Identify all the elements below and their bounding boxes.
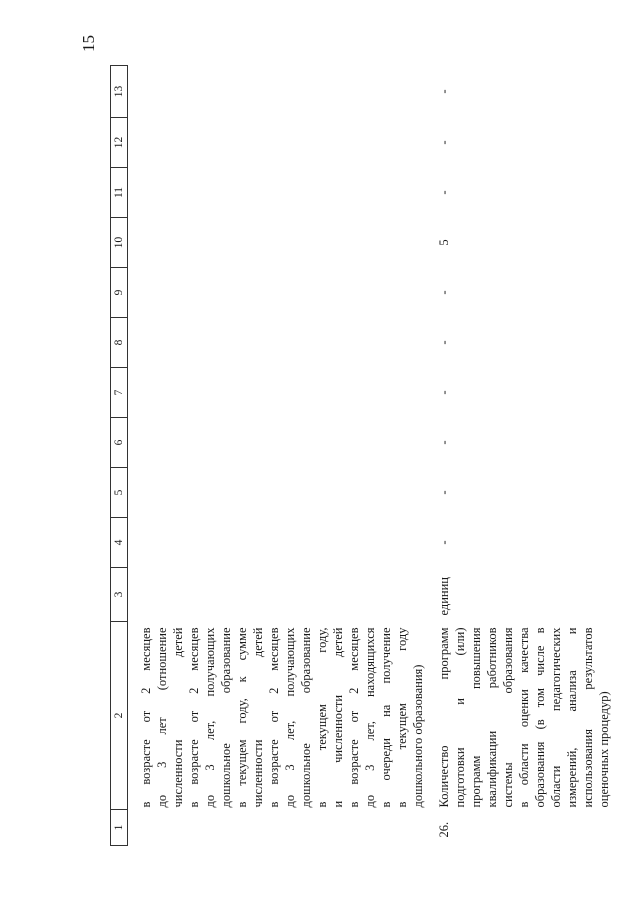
row-value: -: [437, 490, 451, 495]
header-cell: 6: [111, 418, 128, 468]
row-value: [138, 168, 426, 218]
row-value: [138, 268, 426, 318]
row-value: -: [437, 540, 451, 545]
header-cell: 11: [111, 168, 128, 218]
table-row: [138, 66, 426, 846]
header-cell: 1: [111, 810, 128, 846]
row-value: [138, 368, 426, 418]
row-value: [138, 418, 426, 468]
header-cell: 4: [111, 518, 128, 568]
header-cell: 8: [111, 318, 128, 368]
row-value: [138, 218, 426, 268]
indicator-table: [110, 65, 612, 846]
row-number: 26.: [437, 821, 451, 838]
header-cell: 13: [111, 66, 128, 118]
header-cell: 12: [111, 118, 128, 168]
row-description: Количество программ подготовки и (или) программ повышения квалификации работников системы образования в области оценки качества образования (в том числе в области педагогических измерений, анализа и использования результатов оценочных процедур): [437, 627, 611, 808]
rotated-table-container: [110, 66, 611, 846]
row-value: -: [437, 89, 451, 94]
row-unit: единиц: [437, 576, 451, 616]
row-unit: [138, 568, 426, 622]
row-value: -: [437, 290, 451, 295]
header-cell: 9: [111, 268, 128, 318]
row-description: в возрасте от 2 месяцев до 3 лет (отношение численности детей в возрасте от 2 месяцев до 3 лет, получающих дошкольное образование в текущем году, к сумме численности детей в возрасте от 2 месяцев до 3 лет, получающих дошкольное образование в текущем году, и численности детей в возрасте от 2 месяцев до 3 лет, находящихся в очереди на получение в текущем году дошкольного образования): [139, 627, 425, 808]
row-value: -: [437, 340, 451, 345]
row-value: [138, 318, 426, 368]
row-value: -: [437, 390, 451, 395]
header-cell: 2: [111, 622, 128, 810]
table-row: [436, 66, 612, 846]
row-value: -: [437, 190, 451, 195]
row-value: [138, 468, 426, 518]
page-number: 15: [79, 35, 98, 52]
row-value: [138, 66, 426, 118]
row-number: [138, 810, 426, 846]
row-value: -: [437, 140, 451, 145]
header-cell: 3: [111, 568, 128, 622]
row-value: [138, 518, 426, 568]
row-value: 5: [437, 239, 451, 246]
header-cell: 5: [111, 468, 128, 518]
row-value: -: [437, 440, 451, 445]
header-cell: 7: [111, 368, 128, 418]
header-cell: 10: [111, 218, 128, 268]
row-value: [138, 118, 426, 168]
header-row: [111, 66, 128, 846]
